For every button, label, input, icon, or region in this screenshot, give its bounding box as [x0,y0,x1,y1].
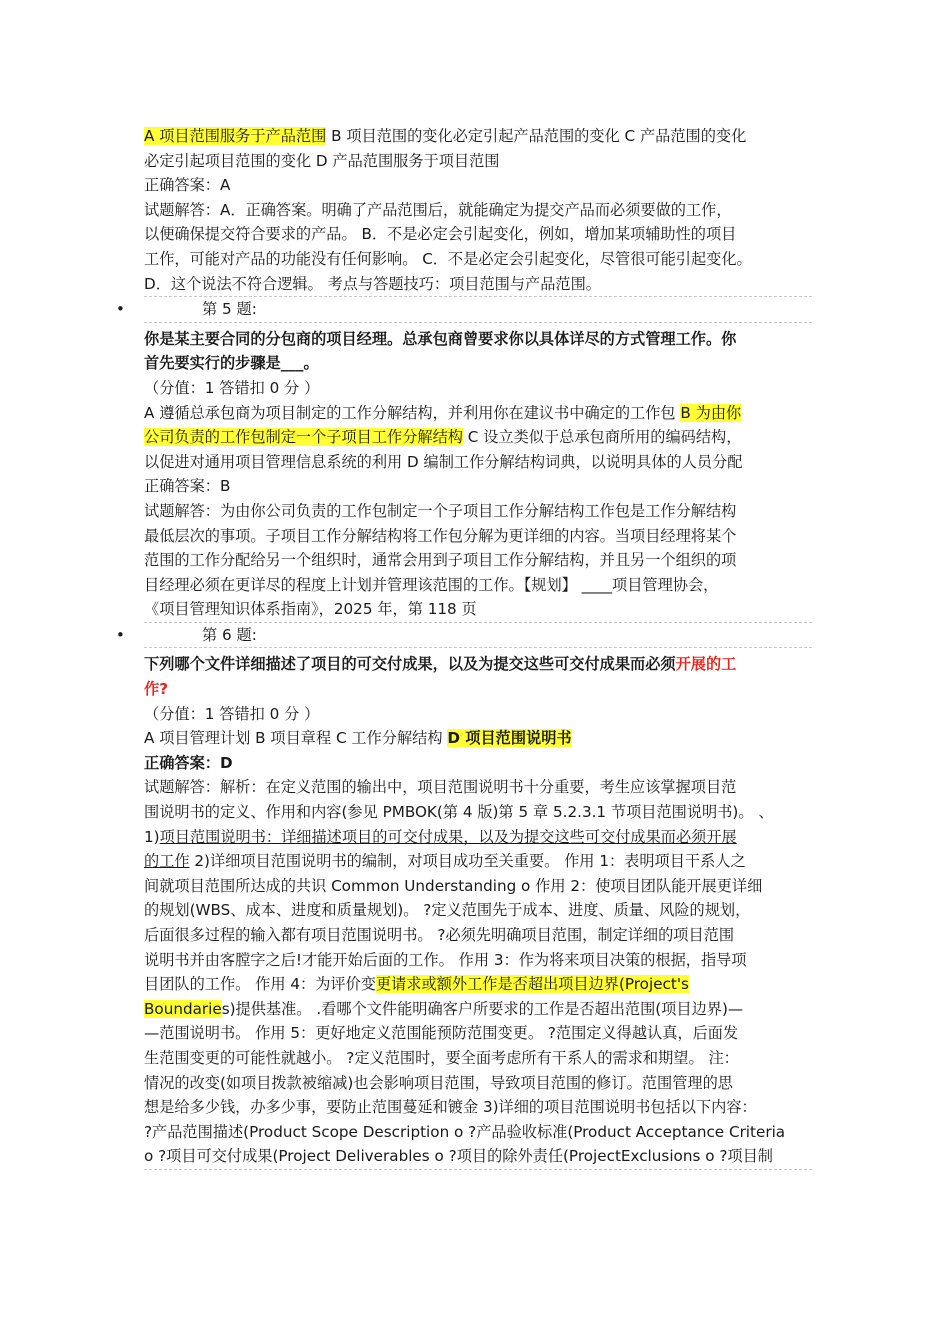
q6-explanation-line-9 [144,972,812,997]
q4-options-line-2: 必定引起项目范围的变化 D 产品范围服务于项目范围 [144,151,500,170]
q6-title-line-1 [144,652,812,677]
q5-option-c: C 设立类似于总承包商所用的编码结构， [462,428,742,447]
q5-explanation-line-4: 目经理必须在更详尽的程度上计划并管理该范围的工作。【规划】 ____项目管理协会， [144,575,719,594]
q6-score: （分值：1 答错扣 0 分 ） [144,704,320,723]
bullet-icon: • [116,300,125,319]
q5-option-b-highlight-cont: 公司负责的工作包制定一个子项目工作分解结构 [144,428,463,447]
q6-explanation-line-13: 情况的改变(如项目拨款被缩减)也会影响项目范围，导致项目范围的修订。范围管理的思 [144,1073,733,1092]
q6-number: 第 6 题: [202,625,257,644]
q5-title-line-1: 你是某主要合同的分包商的项目经理。总承包商曾要求你以具体详尽的方式管理工作。你 [144,329,737,348]
q6-highlight-text-cont: Boundarie [144,999,222,1018]
q4-explanation-line-4: D．这个说法不符合逻辑。 考点与答题技巧：项目范围与产品范围。 [144,274,601,293]
q6-explanation-line-5: 间就项目范围所达成的共识 Common Understanding o 作用 2：使项目团队能开展更详细 [144,876,763,895]
q4-options-rest: B 项目范围的变化必定引起产品范围的变化 C 产品范围的变化 [326,127,747,145]
q6-title-line-2: 作? [144,680,168,699]
q6-explanation-line-8: 说明书并由客膛字之后!才能开始后面的工作。 作用 3：作为将来项目决策的根据，指导项 [144,950,747,969]
q6-option-d-highlight: D 项目范围说明书 [447,729,572,748]
q4-answer: 正确答案：A [144,176,231,195]
q4-option-a-highlight: A 项目范围服务于产品范围 [144,127,327,145]
q5-explanation-line-2: 最低层次的事项。子项目工作分解结构将工作包分解为更详细的内容。当项目经理将某个 [144,526,737,545]
q6-text: 2)详细项目范围说明书的编制，对项目成功至关重要。 作用 1：表明项目干系人之 [189,852,746,871]
q5-number: 第 5 题: [202,300,257,319]
q5-explanation-line-3: 范围的工作分配给另一个组织时，通常会用到子项目工作分解结构，并且另一个组织的项 [144,551,737,570]
q5-header [116,297,812,322]
q6-title-red: 开展的工 [675,655,737,674]
q6-highlight-text: 更请求或额外工作是否超出项目边界(Project's [375,975,689,994]
q5-explanation-line-1: 试题解答：为由你公司负责的工作包制定一个子项目工作分解结构工作包是工作分解结构 [144,501,737,520]
q6-explanation-line-3 [144,825,812,850]
q5-title-line-2: 首先要实行的步骤是___。 [144,354,319,373]
q5-options-line-1 [144,401,812,426]
q6-explanation-line-4 [144,849,812,874]
q6-explanation-line-14: 想是给多少钱，办多少事，要防止范围蔓延和镀金 3)详细的项目范围说明书包括以下内容： [144,1098,757,1117]
q6-options-line [144,726,812,751]
q6-options: A 项目管理计划 B 项目章程 C 工作分解结构 [144,729,448,748]
q5-score: （分值：1 答错扣 0 分 ） [144,378,320,397]
q4-explanation-line-3: 工作，可能对产品的功能没有任何影响。 C．不是必定会引起变化，尽管很可能引起变化。 [144,249,752,268]
q5-option-a: A 遵循总承包商为项目制定的工作分解结构，并利用你在建议书中确定的工作包 [144,403,681,422]
q5-options-line-2 [144,425,812,450]
q6-explanation-line-6: 的规划(WBS、成本、进度和质量规划)。 ?定义范围先于成本、进度、质量、风险的规划， [144,901,751,920]
q6-underlined-text: 项目范围说明书：详细描述项目的可交付成果，以及为提交这些可交付成果而必须开展 [159,827,737,846]
q6-answer: 正确答案：D [144,753,233,772]
q6-explanation-line-16: o ?项目可交付成果(Project Deliverables o ?项目的除外责任(ProjectExclusions o ?项目制 [144,1147,773,1166]
document-page [116,124,812,1170]
q6-header [116,623,812,648]
q6-text: 1) [144,827,160,846]
q6-title-text: 下列哪个文件详细描述了项目的可交付成果，以及为提交这些可交付成果而必须 [144,655,676,674]
bullet-icon: • [116,625,125,644]
q6-explanation-line-2: 围说明书的定义、作用和内容(参见 PMBOK(第 4 版)第 5 章 5.2.3.1 节项目范围说明书)。 、 [144,803,774,822]
q6-text: 目团队的工作。 作用 4：为评价变 [144,975,376,994]
q6-underlined-text-cont: 的工作 [144,852,190,871]
q4-explanation-line-2: 以便确保提交符合要求的产品。 B．不是必定会引起变化，例如，增加某项辅助性的项目 [144,225,737,244]
q5-options-line-3: 以促进对通用项目管理信息系统的利用 D 编制工作分解结构词典，以说明具体的人员分配 [144,452,743,471]
q6-explanation-line-12: 生范围变更的可能性就越小。 ?定义范围时，要全面考虑所有干系人的需求和期望。 注： [144,1048,739,1067]
q4-explanation-line-1: 试题解答：A．正确答案。明确了产品范围后，就能确定为提交产品而必须要做的工作， [144,200,732,219]
q6-explanation-line-1: 试题解答：解析：在定义范围的输出中，项目范围说明书十分重要，考生应该掌握项目范 [144,778,737,797]
q4-options-line-1 [144,124,812,149]
q6-explanation-line-10 [144,997,812,1022]
q5-explanation-line-5: 《项目管理知识体系指南》，2025 年，第 118 页 [144,600,477,619]
q5-answer: 正确答案：B [144,477,231,496]
q5-option-b-highlight: B 为由你 [680,403,742,422]
q6-explanation-line-15: ?产品范围描述(Product Scope Description o ?产品验收标准(Product Acceptance Criteria [144,1122,786,1141]
q6-text: s)提供基准。 .看哪个文件能明确客户所要求的工作是否超出范围(项目边界)— [221,999,744,1018]
q6-explanation-line-7: 后面很多过程的输入都有项目范围说明书。 ?必须先明确项目范围，制定详细的项目范围 [144,926,735,944]
q6-explanation-line-11: —范围说明书。 作用 5：更好地定义范围能预防范围变更。 ?范围定义得越认真，后面发 [144,1024,739,1043]
divider [144,1169,812,1170]
